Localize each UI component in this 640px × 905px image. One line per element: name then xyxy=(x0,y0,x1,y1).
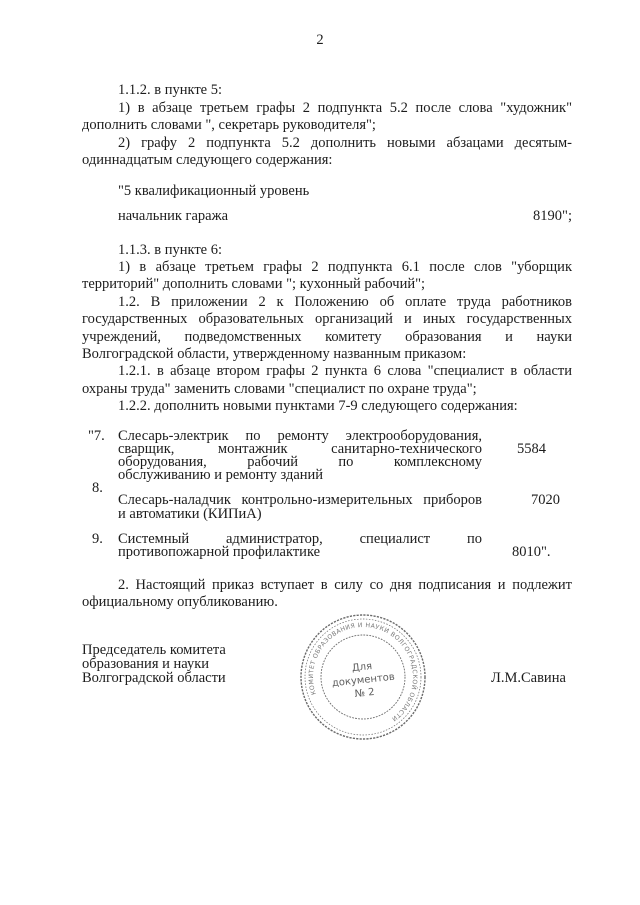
paragraph-line: 2. Настоящий приказ вступает в силу со дня подписания и подлежит xyxy=(118,577,572,593)
quote-salary: 8190"; xyxy=(533,208,572,224)
row-description-line: Слесарь-наладчик контрольно-измерительных приборов xyxy=(118,492,482,508)
paragraph-line: охраны труда" заменить словами "специалист по охране труда"; xyxy=(82,381,477,397)
paragraph-line: государственных образовательных организаций и иных государственных xyxy=(82,311,572,327)
svg-text:№ 2: № 2 xyxy=(354,686,376,700)
row-description-line: Слесарь-электрик по ремонту электрооборудования, xyxy=(118,428,482,444)
signer-title-line: Председатель комитета xyxy=(82,642,226,658)
seal-stamp xyxy=(298,612,428,742)
section-1-1-2-heading: 1.1.2. в пункте 5: xyxy=(118,82,223,98)
row-description-line: противопожарной профилактике xyxy=(118,544,321,560)
row-salary: 7020 xyxy=(531,492,560,508)
paragraph-line: 1.2.2. дополнить новыми пунктами 7-9 следующего содержания: xyxy=(118,398,518,414)
signer-name: Л.М.Савина xyxy=(491,670,566,686)
row-description-line: оборудования, рабочий по комплексному xyxy=(118,454,482,470)
row-description-line: и автоматики (КИПиА) xyxy=(118,506,262,522)
svg-text:документов: документов xyxy=(331,671,396,690)
row-description-line: сварщик, монтажник санитарно-технического xyxy=(118,441,482,457)
paragraph-line: Волгоградской области, утвержденному названным приказом: xyxy=(82,346,467,362)
paragraph-line: 1) в абзаце третьем графы 2 подпункта 5.2 после слова "художник" xyxy=(118,100,572,116)
quote-job-title: начальник гаража xyxy=(118,208,229,224)
paragraph-line: учреждений, подведомственных комитету образования и науки xyxy=(82,329,572,345)
svg-text:Для: Для xyxy=(351,661,373,675)
row-number: "7. xyxy=(88,428,105,444)
quote-qualification-level: "5 квалификационный уровень xyxy=(118,183,310,199)
paragraph-line: дополнить словами ", секретарь руководителя"; xyxy=(82,117,376,133)
signer-title-line: Волгоградской области xyxy=(82,670,226,686)
section-1-1-3-heading: 1.1.3. в пункте 6: xyxy=(118,242,223,258)
row-salary: 8010". xyxy=(512,544,551,560)
paragraph-line: официальному опубликованию. xyxy=(82,594,278,610)
row-number: 9. xyxy=(92,531,103,547)
row-description-line: Системный администратор, специалист по xyxy=(118,531,482,547)
page-number: 2 xyxy=(316,32,324,48)
paragraph-line: 2) графу 2 подпункта 5.2 дополнить новыми абзацами десятым- xyxy=(118,135,572,151)
row-number: 8. xyxy=(92,480,103,496)
row-description-line: обслуживанию и ремонту зданий xyxy=(118,467,324,483)
paragraph-line: 1) в абзаце третьем графы 2 подпункта 6.1 после слов "уборщик xyxy=(118,259,572,275)
signer-title-line: образования и науки xyxy=(82,656,210,672)
paragraph-line: территорий" дополнить словами "; кухонный рабочий"; xyxy=(82,276,426,292)
row-salary: 5584 xyxy=(517,441,546,457)
paragraph-line: одиннадцатым следующего содержания: xyxy=(82,152,333,168)
paragraph-line: 1.2.1. в абзаце втором графы 2 пункта 6 слова "специалист в области xyxy=(118,363,572,379)
svg-text:КОМИТЕТ ОБРАЗОВАНИЯ И НАУКИ ВО: КОМИТЕТ ОБРАЗОВАНИЯ И НАУКИ ВОЛГОГРАДСКОЙ ОБЛАСТИ xyxy=(307,621,419,723)
paragraph-line: 1.2. В приложении 2 к Положению об оплате труда работников xyxy=(118,294,572,310)
